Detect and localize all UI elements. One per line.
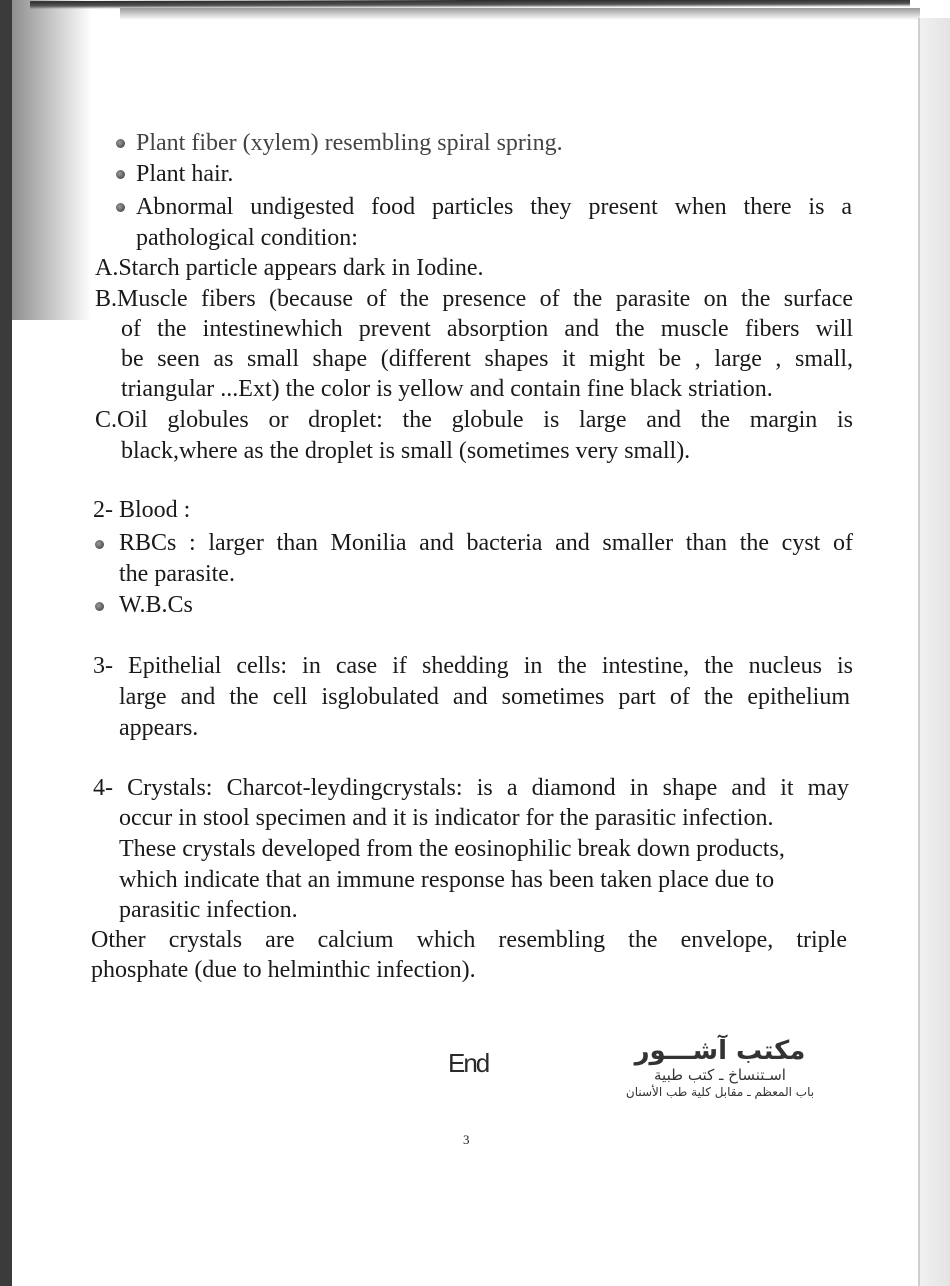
end-label: End — [448, 1048, 489, 1078]
bullet-plant-hair: Plant hair. — [136, 161, 234, 187]
item-b-muscle-fibers: B.Muscle fibers (because of the presence of the parasite on the surface — [95, 286, 853, 312]
crystals-line-2: occur in stool specimen and it is indicator for the parasitic infection. — [119, 805, 774, 831]
bullet-icon — [116, 139, 125, 148]
epithelial-line-3: appears. — [119, 715, 199, 741]
crystals-line-5: parasitic infection. — [119, 897, 298, 923]
crystals-line-4: which indicate that an immune response has been taken place due to — [119, 867, 775, 893]
scan-border-left — [0, 0, 12, 1286]
bullet-icon — [116, 170, 125, 179]
item-a-starch: A.Starch particle appears dark in Iodine. — [95, 255, 484, 281]
scan-border-right — [918, 18, 950, 1286]
scan-edge-right — [918, 18, 920, 1286]
bullet-abnormal-food: Abnormal undigested food particles they present when there is a — [136, 194, 852, 220]
bullet-plant-fiber: Plant fiber (xylem) resembling spiral spring. — [136, 130, 563, 156]
blood-rbcs: RBCs : larger than Monilia and bacteria and smaller than the cyst of — [119, 530, 853, 556]
other-crystals-line-1: Other crystals are calcium which resembling the envelope, triple — [91, 927, 847, 953]
crystals-line-3: These crystals developed from the eosinophilic break down products, — [119, 836, 785, 862]
other-crystals-line-2: phosphate (due to helminthic infection). — [91, 957, 476, 983]
bullet-icon — [95, 540, 104, 549]
item-c-oil-globules: C.Oil globules or droplet: the globule is large and the margin is — [95, 407, 853, 433]
stamp-address: باب المعظم ـ مقابل كلية طب الأسنان — [625, 1085, 815, 1099]
stamp-title: مكتب آشـــور — [634, 1036, 806, 1066]
bullet-icon — [95, 602, 104, 611]
item-b-line-3: be seen as small shape (different shapes it might be , large , small, — [121, 346, 853, 372]
item-c-line-2: black,where as the droplet is small (sometimes very small). — [121, 438, 691, 464]
copy-shop-stamp — [620, 1036, 820, 1100]
blood-wbcs: W.B.Cs — [119, 592, 193, 618]
item-b-line-2: of the intestinewhich prevent absorption and the muscle fibers will — [121, 316, 853, 342]
scan-shadow-top — [120, 8, 920, 20]
bullet-abnormal-food-cont: pathological condition: — [136, 225, 358, 251]
blood-heading: 2- Blood : — [93, 497, 191, 523]
crystals-line-1: 4- Crystals: Charcot-leydingcrystals: is a diamond in shape and it may — [93, 775, 849, 801]
epithelial-line-1: 3- Epithelial cells: in case if shedding in the intestine, the nucleus is — [93, 653, 853, 679]
stamp-subtitle: اسـتنساخ ـ كتب طبية — [654, 1066, 786, 1084]
item-b-line-4: triangular ...Ext) the color is yellow and contain fine black striation. — [121, 376, 773, 402]
scan-shadow-left — [12, 0, 92, 320]
blood-rbcs-cont: the parasite. — [119, 561, 235, 587]
page-number: 3 — [463, 1132, 470, 1147]
bullet-icon — [116, 203, 125, 212]
epithelial-line-2: large and the cell isglobulated and sometimes part of the epithelium — [119, 684, 850, 710]
